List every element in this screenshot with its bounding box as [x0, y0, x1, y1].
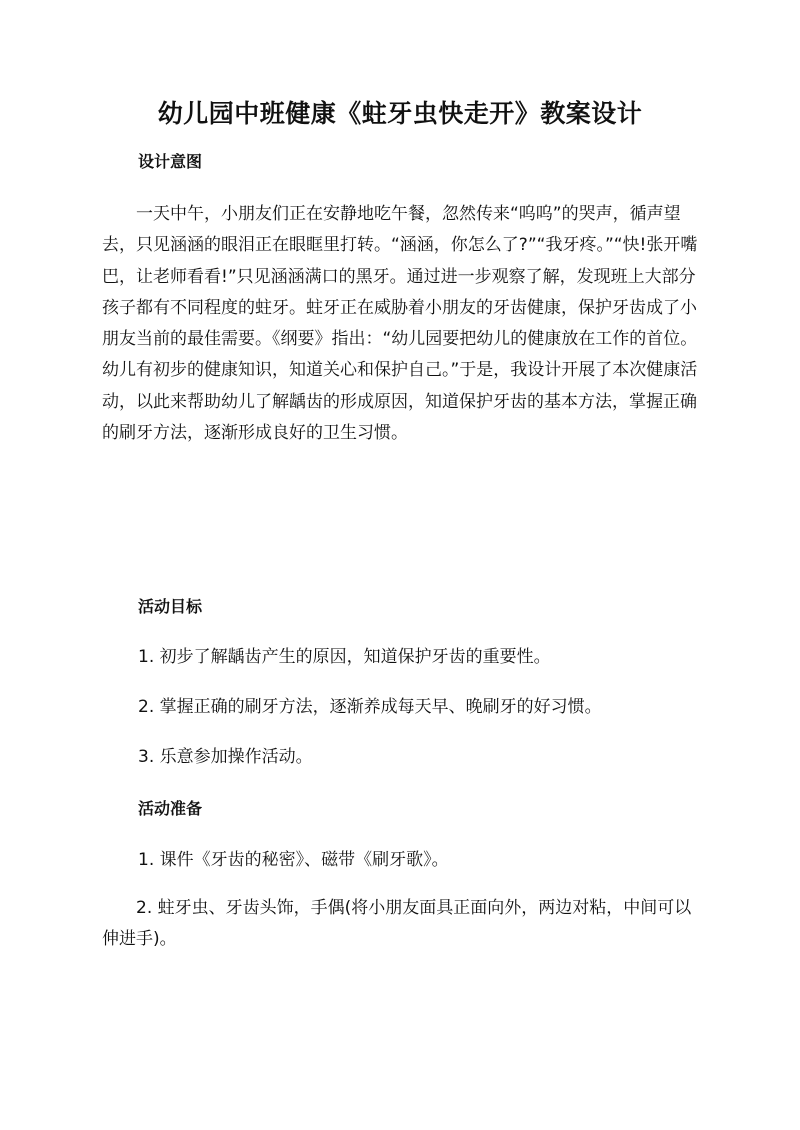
section-heading-preparation: 活动准备 — [138, 799, 203, 818]
section-heading-objectives: 活动目标 — [138, 597, 203, 616]
objective-item-1: 1. 初步了解龋齿产生的原因，知道保护牙齿的重要性。 — [138, 647, 551, 667]
objective-item-3: 3. 乐意参加操作活动。 — [138, 747, 313, 767]
preparation-item-2: 2. 蛀牙虫、牙齿头饰，手偶(将小朋友面具正面向外，两边对粘，中间可以伸进手)。 — [102, 898, 692, 950]
objective-item-2: 2. 掌握正确的刷牙方法，逐渐养成每天早、晚刷牙的好习惯。 — [138, 697, 602, 717]
design-intent-paragraph: 一天中午，小朋友们正在安静地吃午餐，忽然传来“呜呜”的哭声，循声望去，只见涵涵的眼泪正在眼眶里打转。“涵涵，你怎么了?”“我牙疼。”“快!张开嘴巴，让老师看看!”只见涵涵满口的黑牙。通过进一步观察了解，发现班上大部分孩子都有不同程度的蛀牙。蛀牙正在威胁着小朋友的牙齿健康，保护牙齿成了小朋友当前的最佳需要。《纲要》指出：“幼儿园要把幼儿的健康放在工作的首位。幼儿有初步的健康知识，知道关心和保护自己。”于是，我设计开展了本次健康活动，以此来帮助幼儿了解龋齿的形成原因，知道保护牙齿的基本方法，掌握正确的刷牙方法，逐渐形成良好的卫生习惯。 — [102, 204, 698, 444]
section-heading-design-intent: 设计意图 — [138, 152, 203, 171]
preparation-item-1: 1. 课件《牙齿的秘密》、磁带《刷牙歌》。 — [138, 850, 449, 870]
document-title: 幼儿园中班健康《蛀牙虫快走开》教案设计 — [157, 99, 643, 128]
